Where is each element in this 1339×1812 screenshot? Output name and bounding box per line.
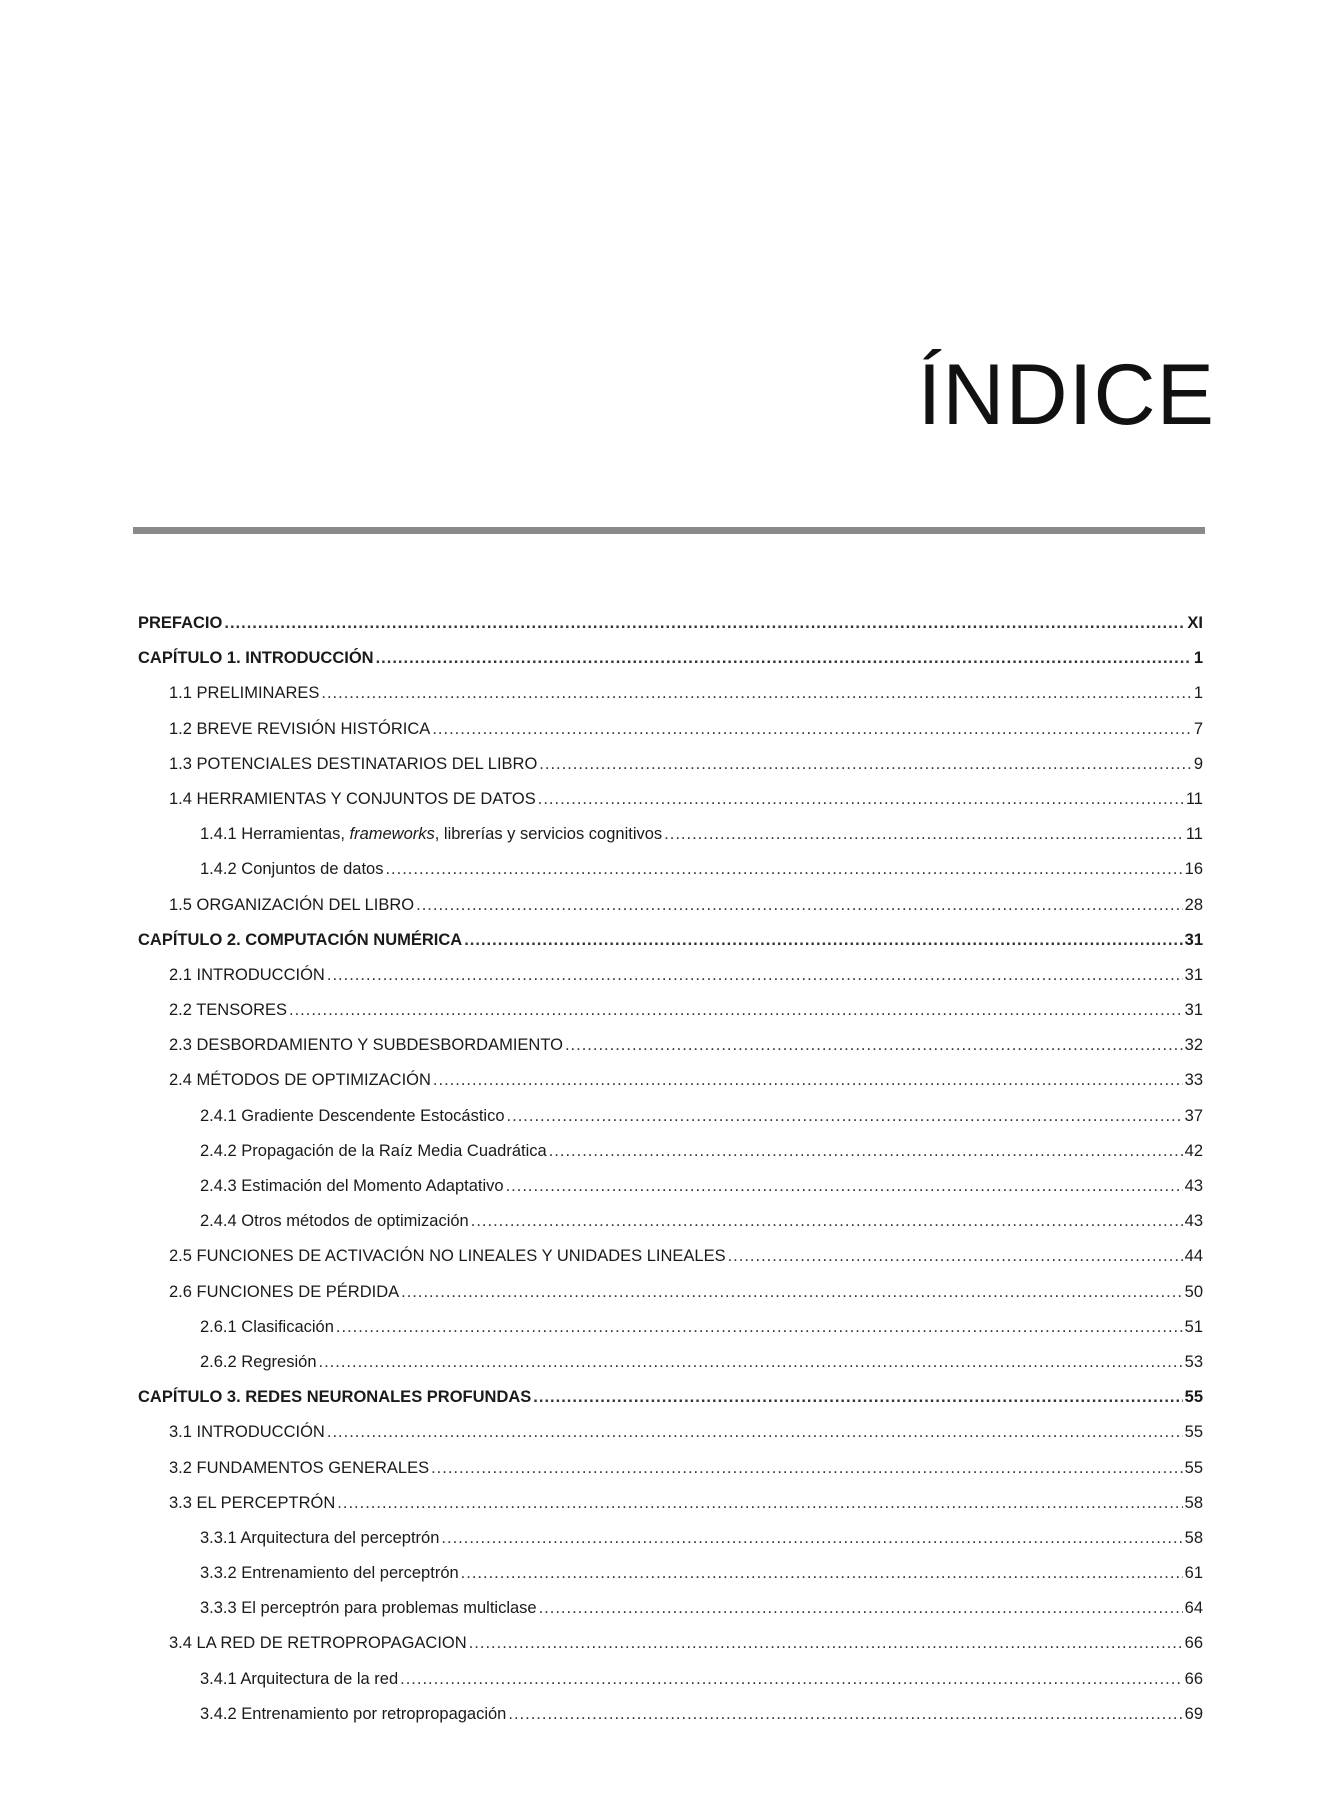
toc-page-number: 9: [1193, 754, 1203, 773]
toc-dot-leader: [432, 712, 1191, 747]
toc-page-number: 66: [1184, 1634, 1203, 1653]
toc-page-number: 61: [1184, 1564, 1203, 1583]
toc-entry-label: 2.6 FUNCIONES DE PÉRDIDA: [169, 1282, 400, 1301]
toc-page-number: 69: [1184, 1704, 1203, 1723]
toc-page-number: 31: [1184, 965, 1203, 984]
toc-page-number: 58: [1184, 1528, 1203, 1547]
toc-subsection-entry[interactable]: [138, 1099, 1203, 1134]
toc-subsection-entry[interactable]: [138, 1204, 1203, 1239]
toc-subsection-entry[interactable]: [138, 852, 1203, 887]
toc-dot-leader: [664, 817, 1184, 852]
toc-entry-label: 1.4 HERRAMIENTAS Y CONJUNTOS DE DATOS: [169, 789, 536, 808]
toc-dot-leader: [464, 923, 1182, 958]
toc-dot-leader: [506, 1169, 1183, 1204]
toc-subsection-entry[interactable]: [138, 817, 1203, 852]
toc-dot-leader: [327, 958, 1183, 993]
toc-entry-label: 2.4.3 Estimación del Momento Adaptativo: [200, 1177, 504, 1195]
toc-entry-label: 3.4.1 Arquitectura de la red: [200, 1669, 399, 1688]
toc-page-number: 37: [1184, 1106, 1203, 1125]
toc-subsection-entry[interactable]: [138, 1169, 1203, 1204]
toc-chapter-entry[interactable]: [138, 641, 1203, 676]
toc-page-number: 33: [1184, 1071, 1203, 1090]
toc-dot-leader: [224, 606, 1185, 641]
toc-entry-label: 2.4.2 Propagación de la Raíz Media Cuadrática: [200, 1141, 547, 1160]
toc-dot-leader: [385, 852, 1182, 887]
toc-entry-label: 2.3 DESBORDAMIENTO Y SUBDESBORDAMIENTO: [169, 1036, 563, 1055]
toc-page-number: 55: [1184, 1388, 1203, 1407]
toc-page-number: 50: [1184, 1282, 1203, 1301]
toc-entry-label: 3.3.1 Arquitectura del perceptrón: [200, 1528, 440, 1547]
toc-page-number: 1: [1193, 684, 1203, 703]
toc-entry-label: 3.3.3 El perceptrón para problemas multiclase: [200, 1599, 537, 1618]
toc-subsection-entry[interactable]: [138, 1134, 1203, 1169]
toc-entry-label: CAPÍTULO 3. REDES NEURONALES PROFUNDAS: [138, 1388, 532, 1407]
toc-dot-leader: [376, 641, 1192, 676]
toc-section-entry[interactable]: [138, 1028, 1203, 1063]
toc-entry-label: PREFACIO: [138, 614, 223, 632]
toc-entry-label: 2.6.2 Regresión: [200, 1352, 317, 1371]
toc-page-number: 7: [1193, 719, 1203, 738]
toc-dot-leader: [336, 1310, 1183, 1345]
toc-subsection-entry[interactable]: [138, 1521, 1203, 1556]
toc-dot-leader: [401, 1275, 1183, 1310]
toc-subsection-entry[interactable]: [138, 1662, 1203, 1697]
toc-page-number: 66: [1184, 1669, 1203, 1688]
toc-page-number: 58: [1184, 1493, 1203, 1512]
toc-chapter-entry[interactable]: [138, 1380, 1203, 1415]
toc-subsection-entry[interactable]: [138, 1697, 1203, 1732]
toc-section-entry[interactable]: [138, 1451, 1203, 1486]
toc-entry-label: 3.2 FUNDAMENTOS GENERALES: [169, 1458, 430, 1477]
toc-dot-leader: [533, 1380, 1182, 1415]
toc-entry-label: 3.3.2 Entrenamiento del perceptrón: [200, 1564, 459, 1583]
toc-page-number: 32: [1184, 1036, 1203, 1055]
toc-page-number: 43: [1184, 1212, 1203, 1231]
toc-entry-label: 1.4.2 Conjuntos de datos: [200, 860, 384, 879]
toc-subsection-entry[interactable]: [138, 1591, 1203, 1626]
toc-dot-leader: [539, 1591, 1183, 1626]
toc-entry-label: 3.3 EL PERCEPTRÓN: [169, 1493, 336, 1512]
toc-page-number: 31: [1184, 930, 1203, 949]
toc-dot-leader: [433, 1063, 1183, 1098]
toc-page-number: 55: [1184, 1423, 1203, 1442]
toc-section-entry[interactable]: [138, 1063, 1203, 1098]
toc-subsection-entry[interactable]: [138, 1310, 1203, 1345]
toc-dot-leader: [539, 747, 1192, 782]
toc-dot-leader: [337, 1486, 1182, 1521]
toc-dot-leader: [508, 1697, 1182, 1732]
toc-page-number: 53: [1184, 1352, 1203, 1371]
toc-page-number: 51: [1184, 1317, 1203, 1336]
toc-dot-leader: [507, 1099, 1183, 1134]
toc-entry-label: CAPÍTULO 1. INTRODUCCIÓN: [138, 649, 374, 668]
toc-section-entry[interactable]: [138, 1275, 1203, 1310]
toc-dot-leader: [728, 1239, 1183, 1274]
toc-section-entry[interactable]: [138, 888, 1203, 923]
toc-page-number: 11: [1185, 825, 1203, 844]
toc-dot-leader: [327, 1415, 1183, 1450]
toc-page-number: 43: [1184, 1177, 1203, 1195]
toc-dot-leader: [441, 1521, 1182, 1556]
toc-section-entry[interactable]: [138, 782, 1203, 817]
toc-entry-label: CAPÍTULO 2. COMPUTACIÓN NUMÉRICA: [138, 930, 463, 949]
toc-entry-label: 1.1 PRELIMINARES: [169, 684, 320, 703]
toc-page-number: 16: [1184, 860, 1203, 879]
toc-chapter-entry[interactable]: [138, 606, 1203, 641]
toc-dot-leader: [549, 1134, 1183, 1169]
toc-entry-label: 2.5 FUNCIONES DE ACTIVACIÓN NO LINEALES Y UNIDADES LINEALES: [169, 1247, 726, 1266]
toc-section-entry[interactable]: [138, 993, 1203, 1028]
page-title: ÍNDICE: [917, 347, 1215, 443]
toc-entry-label: 2.4.4 Otros métodos de optimización: [200, 1212, 469, 1231]
toc-page-number: 44: [1184, 1247, 1203, 1266]
toc-section-entry[interactable]: [138, 712, 1203, 747]
toc-section-entry[interactable]: [138, 1486, 1203, 1521]
toc-dot-leader: [469, 1626, 1183, 1661]
toc-dot-leader: [319, 1345, 1183, 1380]
toc-subsection-entry[interactable]: [138, 1345, 1203, 1380]
toc-entry-label: 2.4 MÉTODOS DE OPTIMIZACIÓN: [169, 1071, 431, 1090]
toc-page-number: 31: [1184, 1001, 1203, 1020]
toc-entry-label: 2.4.1 Gradiente Descendente Estocástico: [200, 1106, 505, 1125]
toc-entry-label: 3.4.2 Entrenamiento por retropropagación: [200, 1704, 507, 1723]
toc-dot-leader: [321, 676, 1191, 711]
toc-section-entry[interactable]: [138, 1626, 1203, 1661]
toc-entry-label: 1.5 ORGANIZACIÓN DEL LIBRO: [169, 895, 415, 914]
toc-dot-leader: [471, 1204, 1183, 1239]
toc-dot-leader: [400, 1662, 1183, 1697]
toc-page-number: 64: [1184, 1599, 1203, 1618]
toc-page-number: 28: [1184, 895, 1203, 914]
toc-dot-leader: [461, 1556, 1183, 1591]
toc-entry-label: 3.1 INTRODUCCIÓN: [169, 1423, 325, 1442]
toc-entry-label: 3.4 LA RED DE RETROPROPAGACION: [169, 1634, 467, 1653]
toc-page-number: XI: [1187, 614, 1203, 632]
toc-entry-label: 2.1 INTRODUCCIÓN: [169, 965, 325, 984]
toc-entry-label: 1.3 POTENCIALES DESTINATARIOS DEL LIBRO: [169, 754, 538, 773]
toc-page-number: 11: [1185, 789, 1203, 808]
toc-section-entry[interactable]: [138, 958, 1203, 993]
toc-section-entry[interactable]: [138, 1415, 1203, 1450]
title-divider: [133, 527, 1205, 534]
toc-section-entry[interactable]: [138, 747, 1203, 782]
toc-page-number: 55: [1184, 1458, 1203, 1477]
toc-dot-leader: [538, 782, 1184, 817]
toc-entry-label: 1.4.1 Herramientas, frameworks, librerías y servicios cognitivos: [200, 825, 663, 844]
toc-entry-label: 2.2 TENSORES: [169, 1001, 287, 1020]
toc-entry-label: 1.2 BREVE REVISIÓN HISTÓRICA: [169, 719, 431, 738]
toc-chapter-entry[interactable]: [138, 923, 1203, 958]
toc-subsection-entry[interactable]: [138, 1556, 1203, 1591]
toc-page-number: 1: [1193, 649, 1203, 668]
toc-dot-leader: [565, 1028, 1183, 1063]
toc-section-entry[interactable]: [138, 676, 1203, 711]
toc-entry-label: 2.6.1 Clasificación: [200, 1317, 334, 1336]
toc-dot-leader: [289, 993, 1183, 1028]
toc-dot-leader: [416, 888, 1183, 923]
toc-dot-leader: [431, 1451, 1183, 1486]
toc-page-number: 42: [1184, 1141, 1203, 1160]
toc-section-entry[interactable]: [138, 1239, 1203, 1274]
table-of-contents: [138, 606, 1203, 1732]
